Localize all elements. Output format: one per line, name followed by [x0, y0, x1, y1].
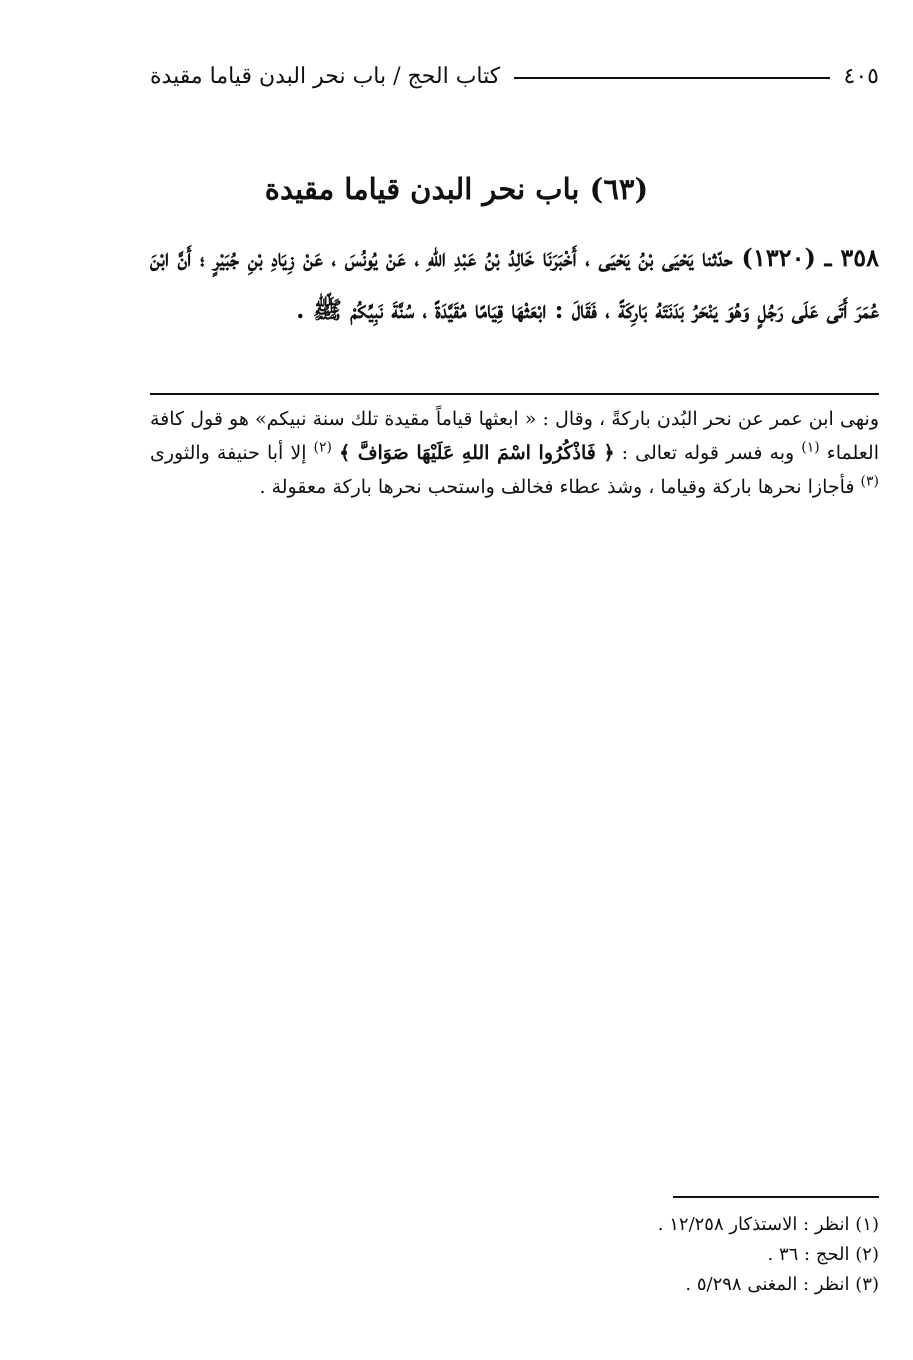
running-header — [150, 58, 879, 94]
footnotes — [150, 1210, 879, 1300]
chapter-heading: (٦٣) باب نحر البدن قياما مقيدة — [264, 172, 649, 206]
page-number: ٤٠٥ — [843, 63, 879, 89]
footnote-3: (٣) انظر : المغنى ٥/٢٩٨ . — [685, 1274, 879, 1295]
footnote-2: (٢) الحج : ٣٦ . — [767, 1244, 879, 1265]
commentary-part-2: وبه فسر قوله تعالى : — [614, 442, 802, 464]
commentary-part-4: فأجازا نحرها باركة وقياما ، وشذ عطاء فخالف واستحب نحرها باركة معقولة . — [259, 476, 861, 498]
footnote-ref-1: (١) — [801, 439, 820, 456]
quran-quote: ﴿ فَاذْكُرُوا اسْمَ اللهِ عَلَيْهَا صَوَافَّ ﴾ — [339, 442, 615, 464]
footnote-1: (١) انظر : الاستذكار ١٢/٢٥٨ . — [657, 1214, 879, 1235]
footnote-rule — [673, 1196, 879, 1198]
commentary — [150, 402, 879, 504]
hadith-text: ٣٥٨ ـ (١٣٢٠) حدّثنا يَحْيَى بْنُ يَحْيَى ، أَخْبَرَنَا خَالِدُ بْنُ عَبْدِ اللهِ ، عَنْ يُونُسَ ، عَنْ زِيَادِ بْنِ جُبَيْرٍ ؛ أَنَّ ابْنَ عُمَرَ أَتَى عَلَى رَجُلٍ وَهُوَ يَنْحَرُ بَدَنَتَهُ بَارِكَةً ، فَقَالَ : ابْعَثْهَا قِيَامًا مُقَيَّدَةً ، سُنَّةَ نَبِيِّكُمْ ﷺ . — [150, 243, 879, 324]
commentary-part-1: ونهى ابن عمر عن نحر البُدن باركةً ، وقال : « ابعثها قياماً مقيدة تلك سنة نبيكم» هو قول كافة العلماء — [150, 408, 880, 464]
footnote-ref-3: (٣) — [860, 473, 879, 490]
commentary-part-3: إلا أبا حنيفة والثورى — [150, 442, 314, 464]
text-commentary-divider — [150, 393, 879, 395]
running-title: كتاب الحج / باب نحر البدن قياما مقيدة — [150, 63, 501, 89]
header-rule — [514, 77, 829, 79]
footnote-ref-2: (٢) — [313, 439, 332, 456]
